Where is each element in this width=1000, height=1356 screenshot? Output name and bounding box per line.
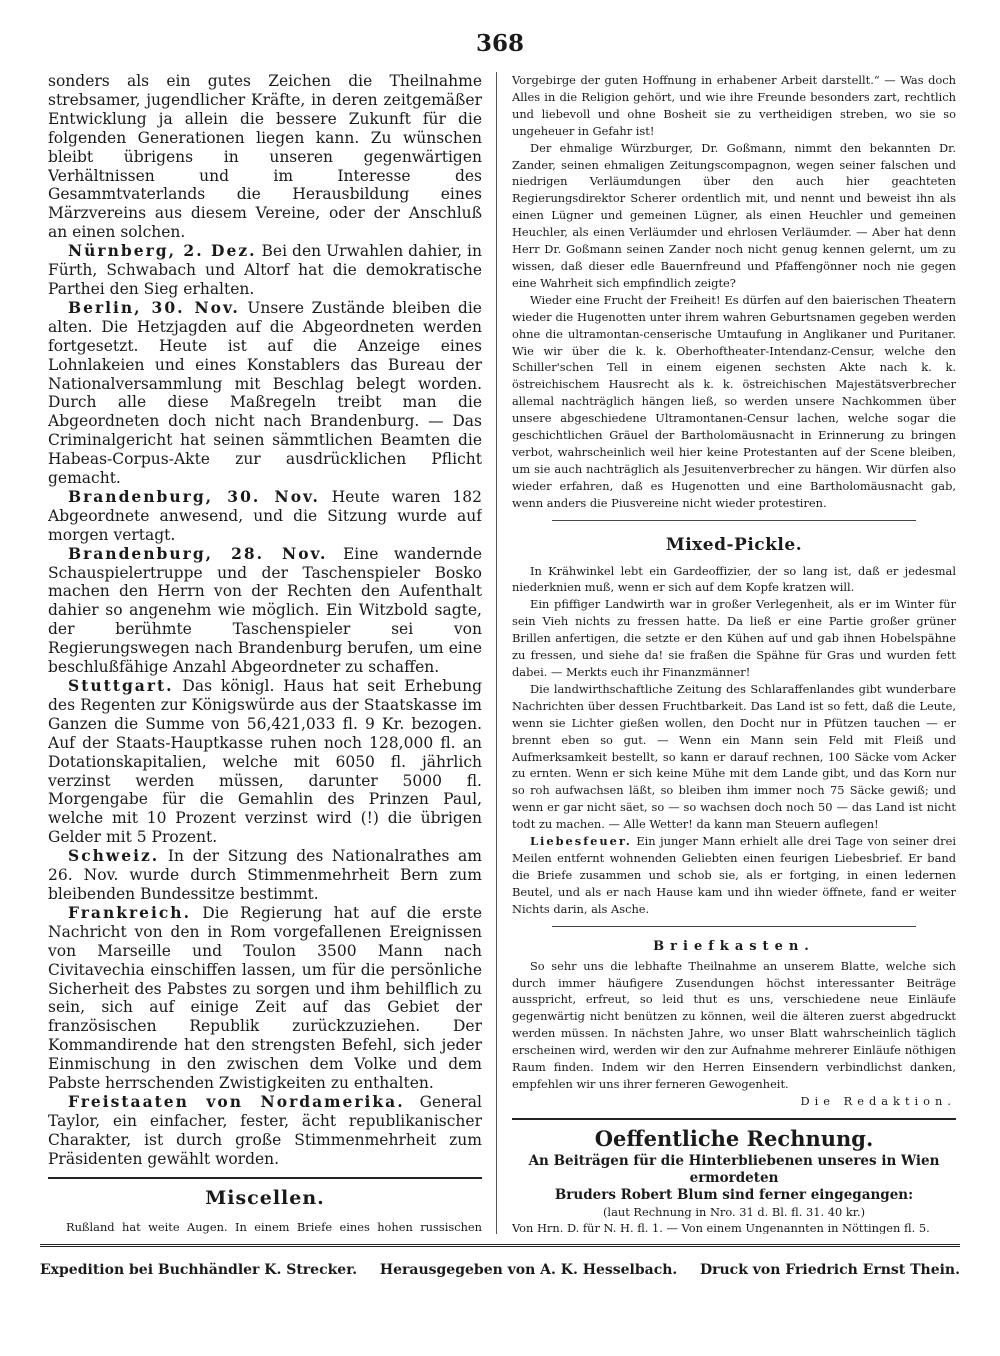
briefkasten-paragraph: So sehr uns die lebhafte Theilnahme an unserem Blatte, welche sich durch immer häufigere Zusendungen höchst interessanter Beiträge ausspricht, erfreut, so leid thut es uns, verschiedene neue Einläufe gegenwärtig nicht benützen zu können, weil die älteren zuerst abgedruckt werden müssen. In nächsten Jahre, wo unser Blatt wahrscheinlich täglich erscheinen wird, werden wir den zur Aufnahme mehrerer Einläufe nöthigen Raum finden. Indem wir den Herren Einsendern verbindlichst danken, empfehlen wir uns ihrer ferneren Gewogenheit.	[512, 958, 956, 1091]
left-column	[48, 72, 482, 1234]
dateline: Stuttgart.	[68, 676, 174, 695]
continued-paragraph: Vorgebirge der guten Hoffnung in erhabener Arbeit darstellt.“ — Was doch Alles in die Religion gehört, und wie ihre Freunde besonders zart, rechtlich und liebevoll und ohne Bosheit sie zu vertheidigen streben, wo sie so ungeheuer in Gefahr ist!	[512, 73, 956, 138]
news-paragraph: Brandenburg, 30. Nov. Heute waren 182 Abgeordnete anwesend, und die Sitzung wurde auf morgen vertagt.	[48, 486, 482, 544]
miscellen-section	[48, 1219, 482, 1234]
mixed-paragraph: Die landwirthschaftliche Zeitung des Schlaraffenlandes gibt wunderbare Nachrichten über dessen Fruchtbarkeit. Das Land ist so fett, daß die Leute, wenn sie Lichter gießen wollen, den Docht nur in Pfützen tauchen — er brennt eben so gut. — Wenn ein Mann sein Feld mit Fleiß und Aufmerksamkeit bestellt, so kann er darauf rechnen, 100 Säcke vom Acker zu ernten. Wenn er sich keine Mühe mit dem Lande gibt, und das Korn nur so roh aufwachsen läßt, so bleiben ihm immer noch 75 Säcke gewiß; und wenn er gar nicht säet, so — so wachsen doch noch 50 — das Land ist nicht todt zu machen. — Alle Wetter! da kann man Steuern auflegen!	[512, 681, 956, 832]
mixed-paragraph: Liebesfeuer. Ein junger Mann erhielt alle drei Tage von seiner drei Meilen entfernt wohnenden Geliebten einen feurigen Liebesbrief. Er band die Briefe zusammen und schob sie, als er fortging, in einen ledernen Beutel, und als er nach Hause kam und ihn wieder öffnete, fand er weiter Nichts darin, als Asche.	[512, 834, 956, 916]
mixed-pickle-section	[512, 563, 956, 918]
dateline: Nürnberg, 2. Dez.	[68, 241, 257, 261]
miscellen-heading: Miscellen.	[205, 1186, 325, 1209]
column-divider	[496, 72, 497, 1234]
account-note: (laut Rechnung in Nro. 31 d. Bl. fl. 31. 40 kr.)	[602, 1204, 866, 1219]
mixed-paragraph: Ein pfiffiger Landwirth war in großer Verlegenheit, als er im Winter für sein Vieh nichts zu fressen hatte. Da ließ er eine Partie großer grüner Brillen anfertigen, die setzte er den Kühen auf und gab ihnen Hobelspähne zu fressen, und siehe da! sie fraßen die Spähne für Gras und wurden fett dabei. — Merkts euch ihr Finanzmänner!	[512, 597, 956, 679]
dateline: Freistaaten von Nordamerika.	[68, 1091, 405, 1111]
news-paragraph: Freistaaten von Nordamerika. General Taylor, ein einfacher, fester, ächt republikanischer Charakter, ist durch große Stimmenmehrheit zum Präsidenten gewählt worden.	[48, 1091, 482, 1168]
briefkasten-section	[512, 958, 956, 1093]
section-divider	[552, 926, 916, 927]
account-title: Oeffentliche Rechnung.	[594, 1125, 874, 1151]
account-subtitle: An Beiträgen für die Hinterbliebenen unseres in Wien ermordeten	[528, 1152, 940, 1186]
dateline: Frankreich.	[68, 902, 191, 922]
section-divider	[512, 1118, 956, 1120]
page-number: 368	[475, 30, 524, 57]
dateline: Brandenburg, 28. Nov.	[68, 543, 328, 563]
editorial-signature: Die Redaktion.	[800, 1093, 956, 1108]
news-section	[48, 72, 482, 1169]
briefkasten-heading: Briefkasten.	[653, 938, 815, 954]
news-paragraph: Stuttgart. Das königl. Haus hat seit Erhebung des Regenten zur Königswürde aus der Staatskasse im Ganzen die Summe von 56,421,033 fl. 9 Kr. bezogen. Auf der Staats-Hauptkasse ruhen noch 128,000 fl. an Dotationskapitalien, welche mit 6050 fl. jährlich verzinst werden müssen, darunter 5000 fl. Morgengabe für die Gemahlin des Prinzen Paul, welche mit 10 Prozent verzinst wird (!) die übrigen Gelder mit 5 Prozent.	[48, 676, 482, 847]
footer-divider	[40, 1244, 960, 1247]
section-divider	[48, 1177, 482, 1179]
news-paragraph: Brandenburg, 28. Nov. Eine wandernde Schauspielertruppe und der Taschenspieler Bosko machen den Herrn von der Rechten den Aufenthalt dahier so angenehm wie möglich. Ein Witzbold sagte, der berühmte Taschenspieler sei von Regierungswegen nach Brandenburg berufen, um eine beschlußfähige Anzahl Abgeordneter zu schaffen.	[48, 543, 482, 677]
dateline: Schweiz.	[68, 846, 160, 866]
continued-section	[512, 72, 956, 512]
news-paragraph: Schweiz. In der Sitzung des Nationalrathes am 26. Nov. wurde durch Stimmenmehrheit Bern zum bleibenden Bundessitze bestimmt.	[48, 846, 482, 903]
dateline: Brandenburg, 30. Nov.	[68, 486, 320, 506]
news-paragraph: sonders als ein gutes Zeichen die Theilnahme strebsamer, jugendlicher Kräfte, in deren zeitgemäßer Entwicklung ja allein die bessere Zukunft für die folgenden Generationen liegen kann. Zu wünschen bleibt übrigens in unseren gegenwärtigen Verhältnissen und im Interesse des Gesammtvaterlands die Herausbildung eines Märzvereins aus diesem Vereine, oder der Anschluß an einen solchen.	[48, 72, 482, 242]
footer-printer: Druck von Friedrich Ernst Thein.	[699, 1262, 960, 1278]
miscellen-paragraph: Rußland hat weite Augen. In einem Briefe eines hohen russischen	[66, 1219, 482, 1234]
item-lead: Liebesfeuer.	[530, 834, 632, 849]
news-paragraph: Frankreich. Die Regierung hat auf die erste Nachricht von den in Rom vorgefallenen Ereignissen von Marseille und Toulon 3500 Mann nach Civitavechia einschiffen lassen, um für die persönliche Sicherheit des Pabstes zu sorgen und ihm behilflich zu sein, sich auf einige Zeit auf das Gebiet der französischen Republik zurückzuziehen. Der Kommandirende hat den strengsten Befehl, sich jeder Einmischung in den zwischen dem Volke und dem Pabste herrschenden Zwistigkeiten zu enthalten.	[48, 902, 482, 1093]
footer-publisher: Herausgegeben von A. K. Hesselbach.	[379, 1262, 678, 1278]
right-column	[512, 72, 956, 1234]
continued-paragraph: Der ehmalige Würzburger, Dr. Goßmann, nimmt den bekannten Dr. Zander, seinen ehmaligen Zeitungscompagnon, wegen seiner falschen und niedrigen Verläumdungen über den auch hier geachteten Regierungsdirektor Scherer ordentlich mit, und nennt und beweist ihn als einen Lügner und gemeinen Lügner, als einen Heuchler und gemeinen Heuchler, als einen Verläumder und ehrlosen Verläumder. — Aber hat denn Herr Dr. Goßmann seinen Zander noch nicht genug kennen gelernt, um zu wissen, daß dieser edle Bauernfreund und Pfaffengönner noch nie gegen eine Wahrheit sich empfindlich zeigte?	[512, 140, 956, 290]
dateline: Berlin, 30. Nov.	[68, 297, 240, 317]
mixed-pickle-heading: Mixed-Pickle.	[665, 534, 803, 555]
account-entry: Von Hrn. D. für N. H. fl. 1. — Von einem Ungenannten in Nöttingen fl. 5.	[512, 1220, 930, 1234]
continued-paragraph: Wieder eine Frucht der Freiheit! Es dürfen auf den baierischen Theatern wieder die Hugenotten unter ihrem wahren Geburtsnamen gegeben werden ohne die ultramontan-censerische Umtaufung in Anglikaner und Puritaner. Wie wir über die k. k. Oberhoftheater-Intendanz-Censur, welche den Schiller'schen Tell in einem eigenen sechsten Akte nach k. k. östreichischem Hausrecht als k. k. östreichischen Majestätsverbrecher allemal nachträglich hängen ließ, so werden unsere Nachkommen über unsere abgeschiedene Ultramontanen-Censur lachen, welche sogar die geschichtlichen Gräuel der Bartholomäusnacht in Erinnerung zu bringen verbot, wahrscheinlich weil hier keine Protestanten auf der Scene bleiben, um sie auch nachträglich als Jesuitenverbrecher zu hängen. Wir dürfen also wieder erfahren, daß es Hugenotten und eine Bartholomäusnacht gab, wenn anders die Piusvereine nicht wieder protestiren.	[512, 292, 956, 510]
public-account	[512, 1126, 956, 1234]
news-paragraph: Nürnberg, 2. Dez. Bei den Urwahlen dahier, in Fürth, Schwabach und Altorf hat die demokratische Parthei den Sieg erhalten.	[48, 241, 482, 298]
section-divider	[552, 520, 916, 521]
account-subtitle: Bruders Robert Blum sind ferner eingegangen:	[554, 1186, 914, 1203]
imprint-footer	[40, 1262, 960, 1278]
mixed-paragraph: In Krähwinkel lebt ein Gardeoffizier, der so lang ist, daß er jedesmal niederknien muß, wenn er sich auf dem Kopfe kratzen will.	[512, 563, 956, 595]
news-paragraph: Berlin, 30. Nov. Unsere Zustände bleiben die alten. Die Hetzjagden auf die Abgeordneten werden fortgesetzt. Heute ist auf die Anzeige eines Lohnlakeien und eines Konstablers das Bureau der Nationalversammlung mit Beschlag belegt worden. Durch alle diese Maßregeln treibt man die Abgeordneten doch nicht nach Brandenburg. — Das Criminalgericht hat seinen sämmtlichen Beamten die Habeas-Corpus-Akte zur ausdrücklichen Pflicht gemacht.	[48, 297, 482, 488]
footer-expedition: Expedition bei Buchhändler K. Strecker.	[40, 1262, 358, 1278]
